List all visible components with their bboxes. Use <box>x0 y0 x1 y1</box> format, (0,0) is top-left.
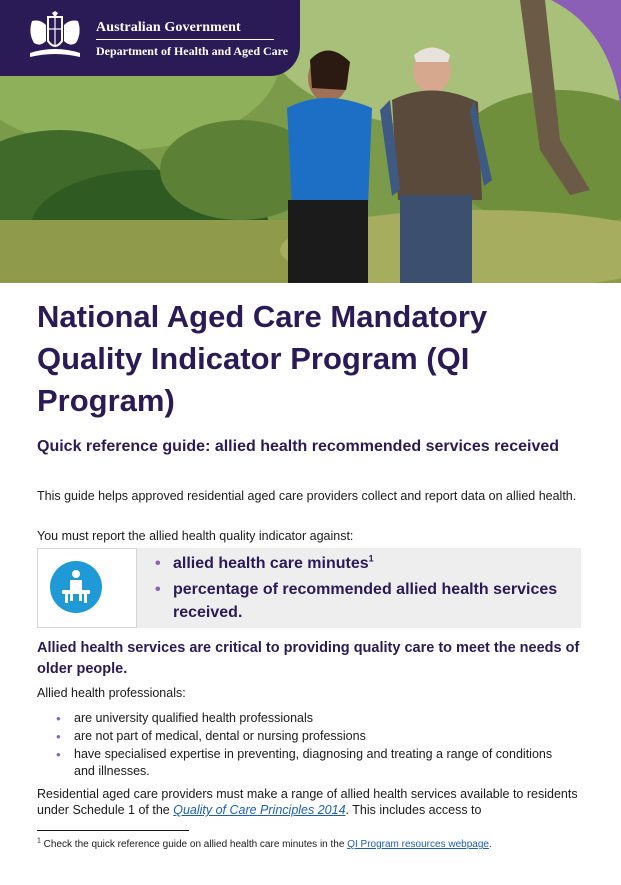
decorative-curve <box>551 0 621 110</box>
list-item: ● have specialised expertise in preventing, diagnosing and treating a range of conditions and illnesses. <box>56 746 576 780</box>
indicator-item: • allied health care minutes$^1$ <box>155 552 575 575</box>
indicator-item: • percentage of recommended allied health services received. <box>155 578 575 624</box>
guide-subtitle: Quick reference guide: allied health recommended services received <box>37 438 560 455</box>
intro-paragraph: This guide helps approved residential aged care providers collect and report data on allied health. <box>37 489 577 503</box>
indicator-list <box>155 552 575 627</box>
footnote-divider <box>37 830 189 831</box>
government-name: Australian Government <box>96 20 241 35</box>
hero-photo <box>0 0 621 283</box>
person-at-table-icon <box>50 561 102 613</box>
department-name: Department of Health and Aged Care <box>96 44 289 58</box>
government-banner <box>0 0 300 76</box>
banner-divider <box>96 39 274 40</box>
indicator-callout <box>37 548 581 628</box>
list-item: ● are university qualified health professionals <box>56 710 576 727</box>
qi-resources-link[interactable]: QI Program resources webpage <box>347 839 489 850</box>
footnote: $^1$ Check the quick reference guide on allied health care minutes in the QI Program resources webpage. <box>37 837 492 850</box>
professionals-intro: Allied health professionals: <box>37 686 186 700</box>
section-heading: Allied health services are critical to providing quality care to meet the needs of older people. <box>37 640 580 677</box>
footnote-ref: 1 <box>368 553 374 564</box>
report-intro-paragraph: You must report the allied health quality indicator against: <box>37 529 354 543</box>
coat-of-arms-icon <box>26 11 84 63</box>
list-item: ● are not part of medical, dental or nursing professions <box>56 728 576 745</box>
page-title: National Aged Care Mandatory Quality Indicator Program (QI Program) <box>37 299 488 418</box>
schedule-paragraph: Residential aged care providers must make a range of allied health services available to residents under Schedule 1 of the Quality of Care Principles 2014. This includes access to <box>37 787 578 817</box>
quality-of-care-principles-link[interactable]: Quality of Care Principles 2014 <box>173 803 346 817</box>
footnote-marker: 1 <box>37 837 41 845</box>
callout-icon-box <box>37 548 137 628</box>
professionals-list <box>56 710 576 781</box>
